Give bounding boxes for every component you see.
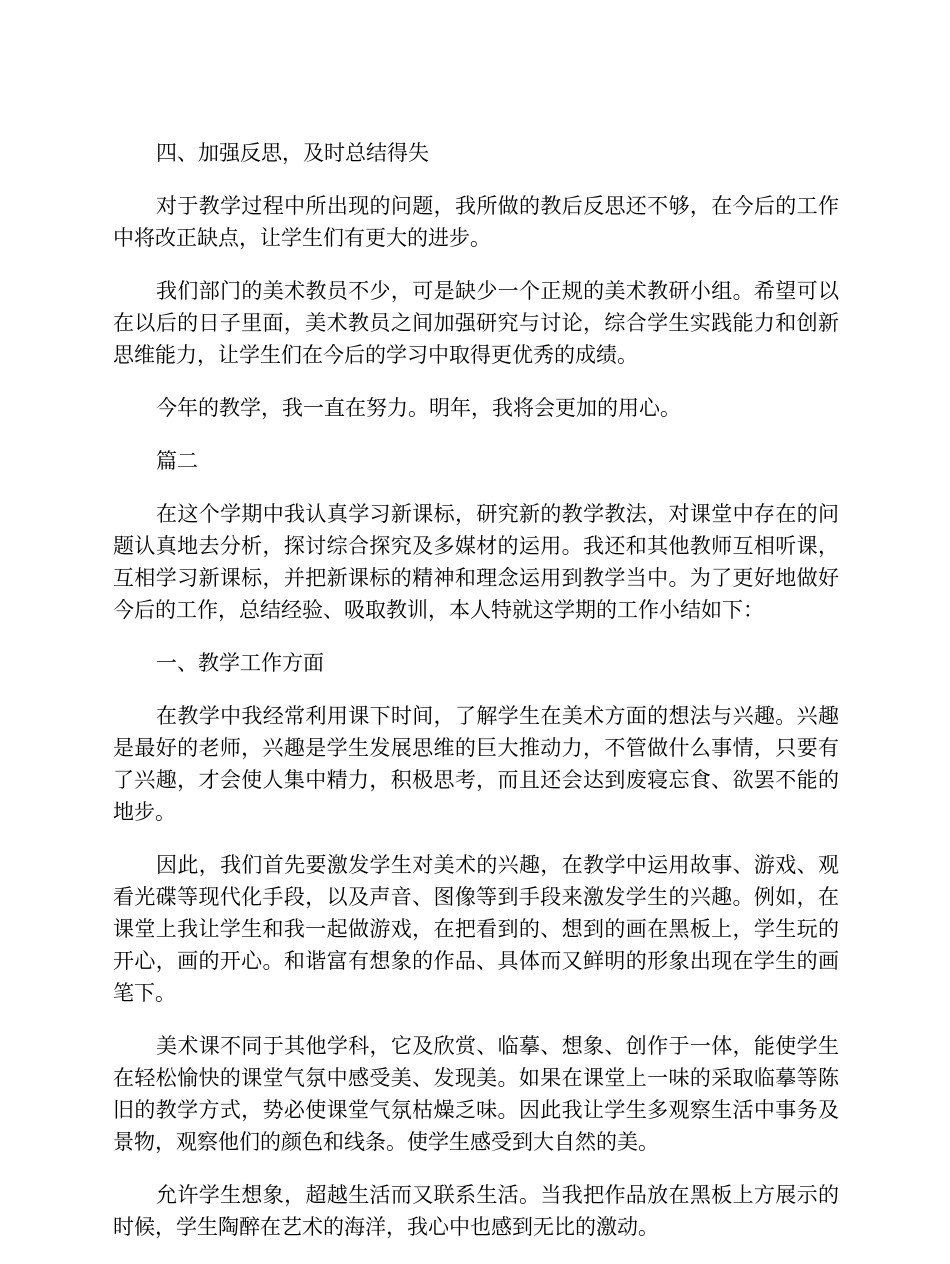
- section-heading-teaching-work: 一、教学工作方面: [156, 651, 324, 675]
- paragraph-reflection-problems: 对于教学过程中所出现的问题，我所做的教后反思还不够，在今后的工作中将改正缺点，让学生们有更大的进步。: [113, 194, 839, 250]
- paragraph-this-year: 今年的教学，我一直在努力。明年，我将会更加的用心。: [156, 396, 681, 420]
- paragraph-research-group: 我们部门的美术教员不少，可是缺少一个正规的美术教研小组。希望可以在以后的日子里面，美术教员之间加强研究与讨论，综合学生实践能力和创新思维能力，让学生们在今后的学习中取得更优秀的成绩。: [113, 279, 839, 367]
- paragraph-imagination: 允许学生想象，超越生活而又联系生活。当我把作品放在黑板上方展示的时候，学生陶醉在艺术的海洋，我心中也感到无比的激动。: [113, 1183, 839, 1239]
- section-heading-part-two: 篇二: [156, 449, 198, 473]
- paragraph-art-class: 美术课不同于其他学科，它及欣赏、临摹、想象、创作于一体，能使学生在轻松愉快的课堂气氛中感受美、发现美。如果在课堂上一味的采取临摹等陈旧的教学方式，势必使课堂气氛枯燥乏味。因此我让学生多观察生活中事务及景物，观察他们的颜色和线条。使学生感受到大自然的美。: [113, 1034, 839, 1154]
- paragraph-stimulate-interest: 因此，我们首先要激发学生对美术的兴趣，在教学中运用故事、游戏、观看光碟等现代化手段，以及声音、图像等到手段来激发学生的兴趣。例如，在课堂上我让学生和我一起做游戏，在把看到的、想到的画在黑板上，学生玩的开心，画的开心。和谐富有想象的作品、具体而又鲜明的形象出现在学生的画笔下。: [113, 853, 839, 1005]
- paragraph-semester-intro: 在这个学期中我认真学习新课标，研究新的教学教法，对课堂中存在的问题认真地去分析，探讨综合探究及多媒材的运用。我还和其他教师互相听课，互相学习新课标，并把新课标的精神和理念运用到教学当中。为了更好地做好今后的工作，总结经验、吸取教训，本人特就这学期的工作小结如下：: [113, 502, 839, 622]
- document-body: [113, 137, 839, 1264]
- section-heading-reflection: 四、加强反思，及时总结得失: [156, 141, 429, 165]
- paragraph-interest: 在教学中我经常利用课下时间，了解学生在美术方面的想法与兴趣。兴趣是最好的老师，兴趣是学生发展思维的巨大推动力，不管做什么事情，只要有了兴趣，才会使人集中精力，积极思考，而且还会达到废寝忘食、欲罢不能的地步。: [113, 704, 839, 824]
